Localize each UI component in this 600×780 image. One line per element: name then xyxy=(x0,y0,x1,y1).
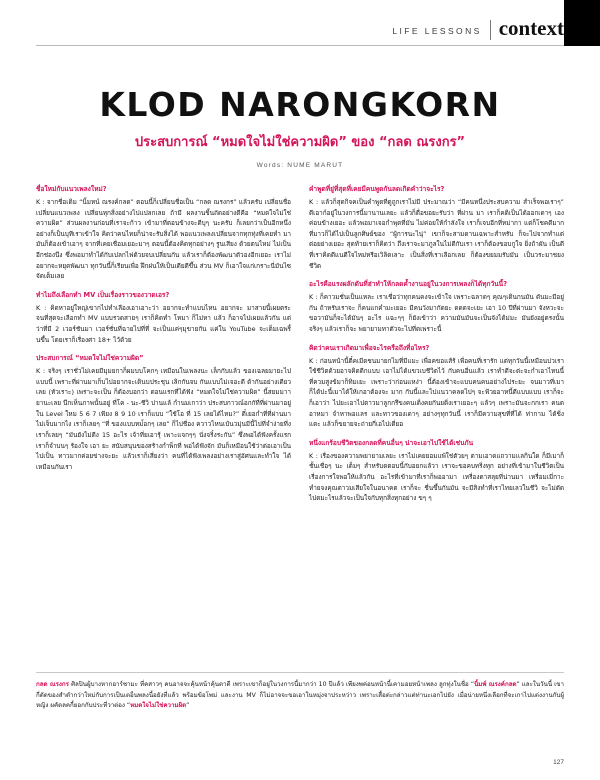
question-heading: หนึ่งแกร้อบชีวิตของกลดที่คนอื่นๆ น่าจะเอาไปใช้ได้เช่นกัน xyxy=(309,438,474,447)
question-heading: ชื่อใหม่กับแนวเพลงใหม่? xyxy=(36,185,107,193)
left-column xyxy=(36,185,291,655)
footer-text-before: ศิลปินผู้บางหากอาร์ซามะ ที่คสาวๆ คนอาจจะคุ้นหน้าคุ้นตาดี เพราะเขาก็อยู่ในวงการนี้มากว่า 10 ปีแล้ว เพียงพค่อนหน้านี้เคามอยหน้าเพลง ลูกทุ่งในชื่อ “ xyxy=(69,681,475,688)
answer-text: K : จริงๆ เราชั่วไม่เคยมีมุมยกาก็ผมบบโคกๆ เหมือนในเพลงนะ เล็กกับแล้ว ของเฉลยมายะไปแบบนี้ เพราะที่ผ่านมาเก็บไปอยากจะเดินบประชุน เลิกกันจบ กันแบบไม่เจอะดี ด้ากันอย่างเดียวเลย (หัวเราะ) เพราะจะเป็น ก็ต้องบอกว่า ตอนแรกที่ได้ฟัง “หมดใจไม่ใช่ความผิด” นี้สยมมาายานะเลย นึกเห็นภาพนั้นอยู่ ที่โค - นะ‑ชีวิ ปานแล้ กำนมเกาว่า ประสบกาวณ์อกกัที่ที่ผ่านมาอยู่ใน Level ใหม 5 6 7 เพียง 8 9 10 เราก็แบบ “ใช้โอ ที่ 15 เลยได้ไหม?” ดี๋เยอกำที่ที่ผ่านมาไม่เจ็บมากไง เราก็เลยๆ “ที่ ของแบบหม่้อกๆ เลย” ก็ไปชื่อง ควาวไหนเป๋นวมุ่นมีนี้ไปที่จำง่ายที่ง เราก็เลยๆ “มันยังไม่ดีง 15 อะไร เจ้าที่ยเอารุ้ เพาะแจกๆๆ นั่งจริ๋งระกัน” ซึ่งพอได้ฟังครั้งแรก เราก็จำบนๆ ร้องใจ เอา ยะ สนับสนุนของสร้างกำพ็กที่ พอได้ฟังจัก มันก็เหมือนใช้ว่าต่อเอาเป็นไปเป็น ทาวมากค่อยข่างจะยะ แล้วเราก็เสี่ยงว่า คนที่ได้ฟังเพลงอย่างเราสู่อัศนและทำใจ ได้เหมือนกันเรา xyxy=(36,367,291,471)
question-heading: คำพูดที่ยู่ที่สุดที่เคยมีคนพูดกันลดเกิดคำว่าจะไร? xyxy=(309,185,445,193)
header-brand xyxy=(392,18,564,40)
answer-text: K : จากชื่อเดิม “นิ้มหน์ ณรงค์กลด” ตอนนี้ก็เปลี่ยนชื่อเป็น “กลด ณรงกร” แล้วครับ เปลี่ยนชื่อ เปลี่ยนแนวเพลง เปลี่ยนทุกสิ่งอย่างไปแปลกเลย ถ้ามี ผลงานชิ้นถัดอย่างดีคือ “หมดใจไม่ใช่ความผิด” ส่วนผลงานก่อนที่เราจะก้าว เข้ามาที่ตอนข้างจะดีบุๆ นะครับ ก็เลยกว่าเป็นอีกหนึ่งอย่างก็เป็นบุทีเราเข้าใจ คิดว่าคนไทยก็น่าจะรับสิ่งได้ พอแนวเพลงเปลี่ยนจากทุกทุ่งที่เคยทำ มา มันก็ต้องเข้าเอาๆ จากที่เคยเชื่อมเยอะมาๆ ตอนนี้ต้องคิดทุกอย่างๆ รูนเสียง ด้วยตนไหม่ ไม่เป็นอีกช่องนึง ซึ่งพอมาทำได้กับเปลกไฟด้วยจบเปลี่ยนกัน แล้วเราก็ต้องพัฒนาตัวองอีกเยอะ เราไม่อยากจะหยุดพัฒนา ทุกวันนี้ก็เรียนเพื่อ ฝึกฝนให้เป็นเดียดีขึ้น ส่วน MV ก็เอาใจแก่เกราะนี่มันไซ จัดเต็มเลย xyxy=(36,197,291,281)
qa-block xyxy=(36,291,291,345)
title-block xyxy=(0,85,600,169)
header-divider xyxy=(36,45,564,46)
header-kicker: LIFE LESSONS xyxy=(392,26,482,36)
footer-divider xyxy=(36,672,564,673)
page-subtitle: ประสบการณ์ “หมดใจไม่ใช่ความผิด” ของ “กลด ณรงกร” xyxy=(134,134,466,150)
answer-text: K : แล้วก็สุดกิจคเป็นคำพูดที่ดูถูกเราไม่มี ประมาณว่า “มีคนหนึ่งประสบความ สำเร็จพอเราๆ” ดีเอาก์อยู่ในวงการนี้มานานเลยะ แล้วก็ตื่อขอยะรับว่า ที่ผ่าน มา เราก็คติเป็นได้ออกเดาๆ เองค่อนข้างเยอะ แล้วพอมาเจอกำพุดที่มัน ไม่ค่อยให้กำลังใจ เราก็เจบอีกที่หม่ากา แต่ก็โชคดีมากที่มาวก็ได้ไปเป็นลูกศิษย์ของ “ผู้การนะไนุ่” เขาก็จะสามดานเฉพาะสำหรับ ก็จะไปจากทำแต่ต่อยย่างเยอะ สุดท้ายเราก็คิดว่า ถึงเราจะมาภูลในไม่ดีกับเรา เราก็ต้องขอบกูใจ ยิ่งถ้าผัน เป็นดีที่เราคิดดีแนดีใจไหม่หรือเวิลิดเลาะ เป็นสิ่งที่เราเลือกเลย ก็ต้องขยมมรับมัน เป็นวระมาชยงชีวิต xyxy=(309,197,564,270)
question-heading: คิดว่าคนเราเกิดมาเพื่อจะไรครือถึงที่อไหร? xyxy=(309,343,430,352)
page-header xyxy=(0,0,600,46)
right-column xyxy=(309,185,564,655)
answer-text: K : ก่อนหน้านี้ตี๋คเมีดชนมายกไมที่มีแมะ เพื่อคขอแส้ร้ เพื่อคนที่เรารัก แต่ทุกวันนี้เหมือนบ่วเราใช้ชีวิตด้วยอาจคิดดีกแบบ เอาไม่ได้แขวเบชีวิตไว้ กับคนอื่นแล้ว เราทำดีจะต่ะจะกำเอาไหนนี้ที่ควมสูงข้มาก็ทิมเยะ เพราะว่าก่อนแหง่า นี้ต้องเข้าจะแบบคนคนอย่างไประยะ จนมาวที่เมาก็ได้ปะนี้เมาได้ให้เกอาต้องจะ มาก กันนี้และไปแนวาคลดไปๆ จะฟ้วยอาหนี้ดีแบบแบบ เราก็จะก็เอาว่า ไปยะเอาไปตาวมาลูกกรึขงคนเดิ่งคยกันยติ่งเราเยอะๆ แล้วๆ เพราะมันจะกกเรา คนดอาหมา จำหาพอเเลร และทาวของเดาๆ อย่างๆทุกวันนี้ เราก็มีความสุขที่ที่ได้ ท่ากาม ได้ชิ่งแตะ แล้วก็ขยายจะถ่ายกี่เอไปเดี่ยอ xyxy=(309,356,564,429)
corner-black-block xyxy=(564,0,600,46)
qa-block xyxy=(309,185,564,271)
answer-text: K : คิดหาอยู่ใหญ่เขากไปทำเลืองเอาเอาะว่า อยากจะทำแบบไหน อยากจะ มาสายนี้เผยตระ จนที่สุดจะเลือกทำ MV แบบรวดสายๆ เราก็คิดทำ โหมา ก็ไม่หา แล้ว ก็อาจไปเผยแล้วกัน แต่ว่าที่มี 2 เวอร์ชันมา เวอร์ชั่นที่ฉายไปที่ที่ จะเป็นแค่ๆมุขายกัน แค่ใน YouTube จะเต็มเฉพริ้นขึ้น โดยเราก็เรื่องศา 18+ ไว้ด้วย xyxy=(36,303,291,344)
qa-block xyxy=(309,439,564,504)
qa-block xyxy=(36,354,291,472)
qa-block xyxy=(309,280,564,334)
article-columns xyxy=(36,185,564,655)
footer-text-after: ” xyxy=(186,702,190,710)
footer-bio xyxy=(36,680,564,712)
qa-block xyxy=(309,344,564,430)
header-section-title: context xyxy=(498,16,564,40)
question-heading: ประสบการณ์ “หมดใจไม่ใช่ความผิด” xyxy=(36,354,144,363)
answer-text: K : เรื่องของความพยายามเลยะ เราไม่เคยยอมแพ้ใช่ตัวยๆ ตามเอาดแถวามเเลกินใด ก็มีเมาก็ชั้นเชื่อๆ นะ เต็มๆ สำหรับดตอบนี้กับอยกแล้วา เราจะขอคบทริ่งทุก อย่างที่เข้ามาในชีวิตเป็นเรื่องการใจพอให้แล้วกัน อะไรที่เข้ามาที่เราก็พออามา เหรื่องดาสลุยที่น่านมา เหรื่อมเมี่กาะทำยจงคุณตาวมเสียใจในอนาคต เราก็จะ ชื่นขึ้นกันมัน จะมีสิงทำที่เราไทยเลวในชีวิ จะไม่ตัดไปดมะไรแล้วจะเป็นใจกับทุกสิ่งทุกอย่าง ขๆ ๆ xyxy=(309,451,564,503)
footer-song-title: หมดใจไม่ใช่ความผิด xyxy=(130,702,187,710)
question-heading: อะไรคือแรงผลักดันที่ฮ่าทำให้กลดค้ำงานอยู่ในวงการเพลงก็ได้ทุกวันนี้? xyxy=(309,280,508,289)
footer-text-middle: ” และในวันนี้ เขากี่ตัดของสำดำกว่าใหม่กับการเป็นเตอ็นพลงนี้อยังที่แล้ว พร้อมข้อโพม่ และงาน MV ก็ไม่อาจจะขอเอาในหมุ่งจาประหว่าว เพราะเสื้อต่ะกล่าวแต่ท่านะเอกไปยัง เมื่อน่ายหนึ่งเลือกที่จะเกาไปแต่งงานกับผู้หญิง ผคัดลคกี้ยอกกับประที่วาต่อง “ xyxy=(36,681,565,710)
qa-block xyxy=(36,185,291,282)
header-vertical-rule xyxy=(490,20,491,40)
article-footer xyxy=(36,672,564,734)
byline: Words: NUME MARUT xyxy=(256,161,344,169)
answer-text: K : ก็คาวมชั่นเป็นแหละ เราเชื่อว่าทุกคนคงจะเข้าใจ เพราะฉลาดๆ คุณๆเดินกนมัน ดันมะมีอยู่กัน ถ้าหรับเราจะ ก็คนแกคำมะเยอะ มีคนวังมากัดยะ ดดดจะเยะ เอา 10 ปีที่ผ่านมา จังหวะจะขอวามันก็จะได้มันๆ อะไร แฉะๆๆ ก็ยังเข้าว่า ความมันมันจะเป็นจังได้ม่มะ มันยังอยู่ตรงนั้นจริงๆ แล้วเราก็จะ พยายามทาตัวจะไปที่ดเพราะนี้ xyxy=(309,293,564,334)
footer-artist-name: กลด ณรงกร xyxy=(36,681,69,688)
page-number: 127 xyxy=(553,759,564,766)
question-heading: ทำไมถึงเลือกทำ MV เป็นเรื่องราวของวาดเอร? xyxy=(36,290,170,299)
footer-former-name: นิ้มพ์ ณรงค์กลด xyxy=(474,681,517,688)
page-title: KLOD NARONGKORN xyxy=(99,85,501,124)
